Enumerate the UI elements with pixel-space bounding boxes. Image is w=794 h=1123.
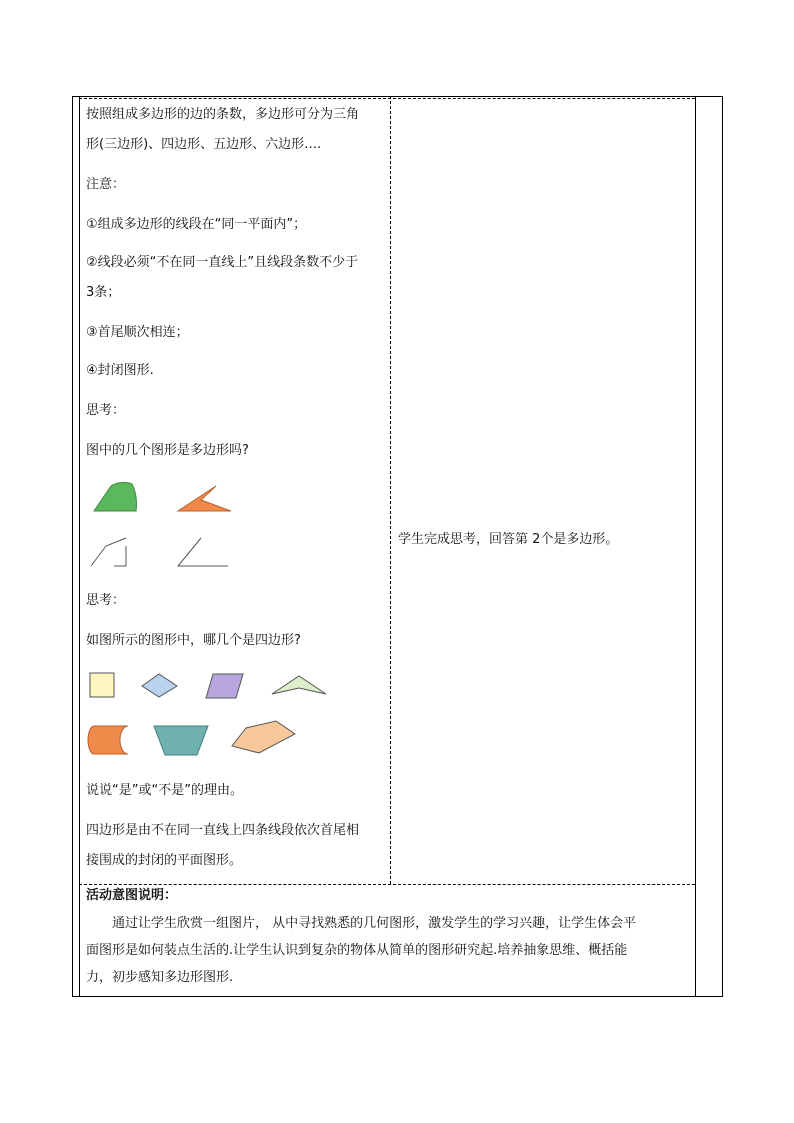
quadrilateral-definition-line2: 接围成的封闭的平面图形。 [86,853,243,868]
quadrilateral-definition-line1: 四边形是由不在同一直线上四条线段依次首尾相 [86,823,360,838]
polygon-classification-line2: 形(三边形)、四边形、五边形、六边形…. [86,137,322,152]
intent-line-2: 面图形是如何装点生活的.让学生认识到复杂的物体从简单的图形研究起.培养抽象思维、概括能 [86,943,628,958]
note-label: 注意： [86,177,126,192]
think-question-1: 图中的几个图形是多边形吗? [86,443,249,458]
angle-lines-shape [178,538,228,566]
blue-rhombus [142,674,177,697]
note-item-2-line1: ②线段必须“不在同一直线上”且线段条数不少于 [86,255,359,270]
intent-title: 活动意图说明： [86,888,178,903]
yellow-square [90,673,114,697]
think-label-2: 思考： [86,593,126,608]
peach-pentagon [232,721,295,753]
green-curved-shape [94,482,137,511]
orange-concave-polygon [178,486,231,511]
note-item-3: ③首尾顺次相连； [86,325,189,340]
table-right-column-border [695,96,696,997]
note-item-1: ①组成多边形的线段在“同一平面内”； [86,217,307,232]
green-arrow-quadrilateral [272,676,326,694]
note-item-2-line2: 3条； [86,285,121,300]
student-activity: 学生完成思考，回答第 2个是多边形。 [398,532,619,547]
note-item-4: ④封闭图形. [86,363,154,378]
intent-body [86,910,686,991]
purple-parallelogram [206,674,243,698]
teal-trapezoid [154,726,208,755]
intent-line-3: 力，初步感知多边形图形. [86,970,234,985]
quadrilateral-figure [86,666,386,766]
polygon-figure-1 [86,476,246,572]
think-question-2: 如图所示的图形中，哪几个是四边形? [86,633,301,648]
table-inner-left-border [79,96,80,997]
intent-line-1: 通过让学生欣赏一组图片， 从中寻找熟悉的几何图形，激发学生的学习兴趣，让学生体会平 [112,916,637,931]
think-label-1: 思考： [86,403,126,418]
orange-cylinder-shape [88,726,128,754]
top-dashed-rule [79,98,695,99]
reason-prompt: 说说“是”或“不是”的理由。 [86,783,243,798]
open-polyline-shape [91,538,126,566]
polygon-classification-line1: 按照组成多边形的边的条数，多边形可分为三角 [86,107,360,122]
column-divider [390,96,391,884]
